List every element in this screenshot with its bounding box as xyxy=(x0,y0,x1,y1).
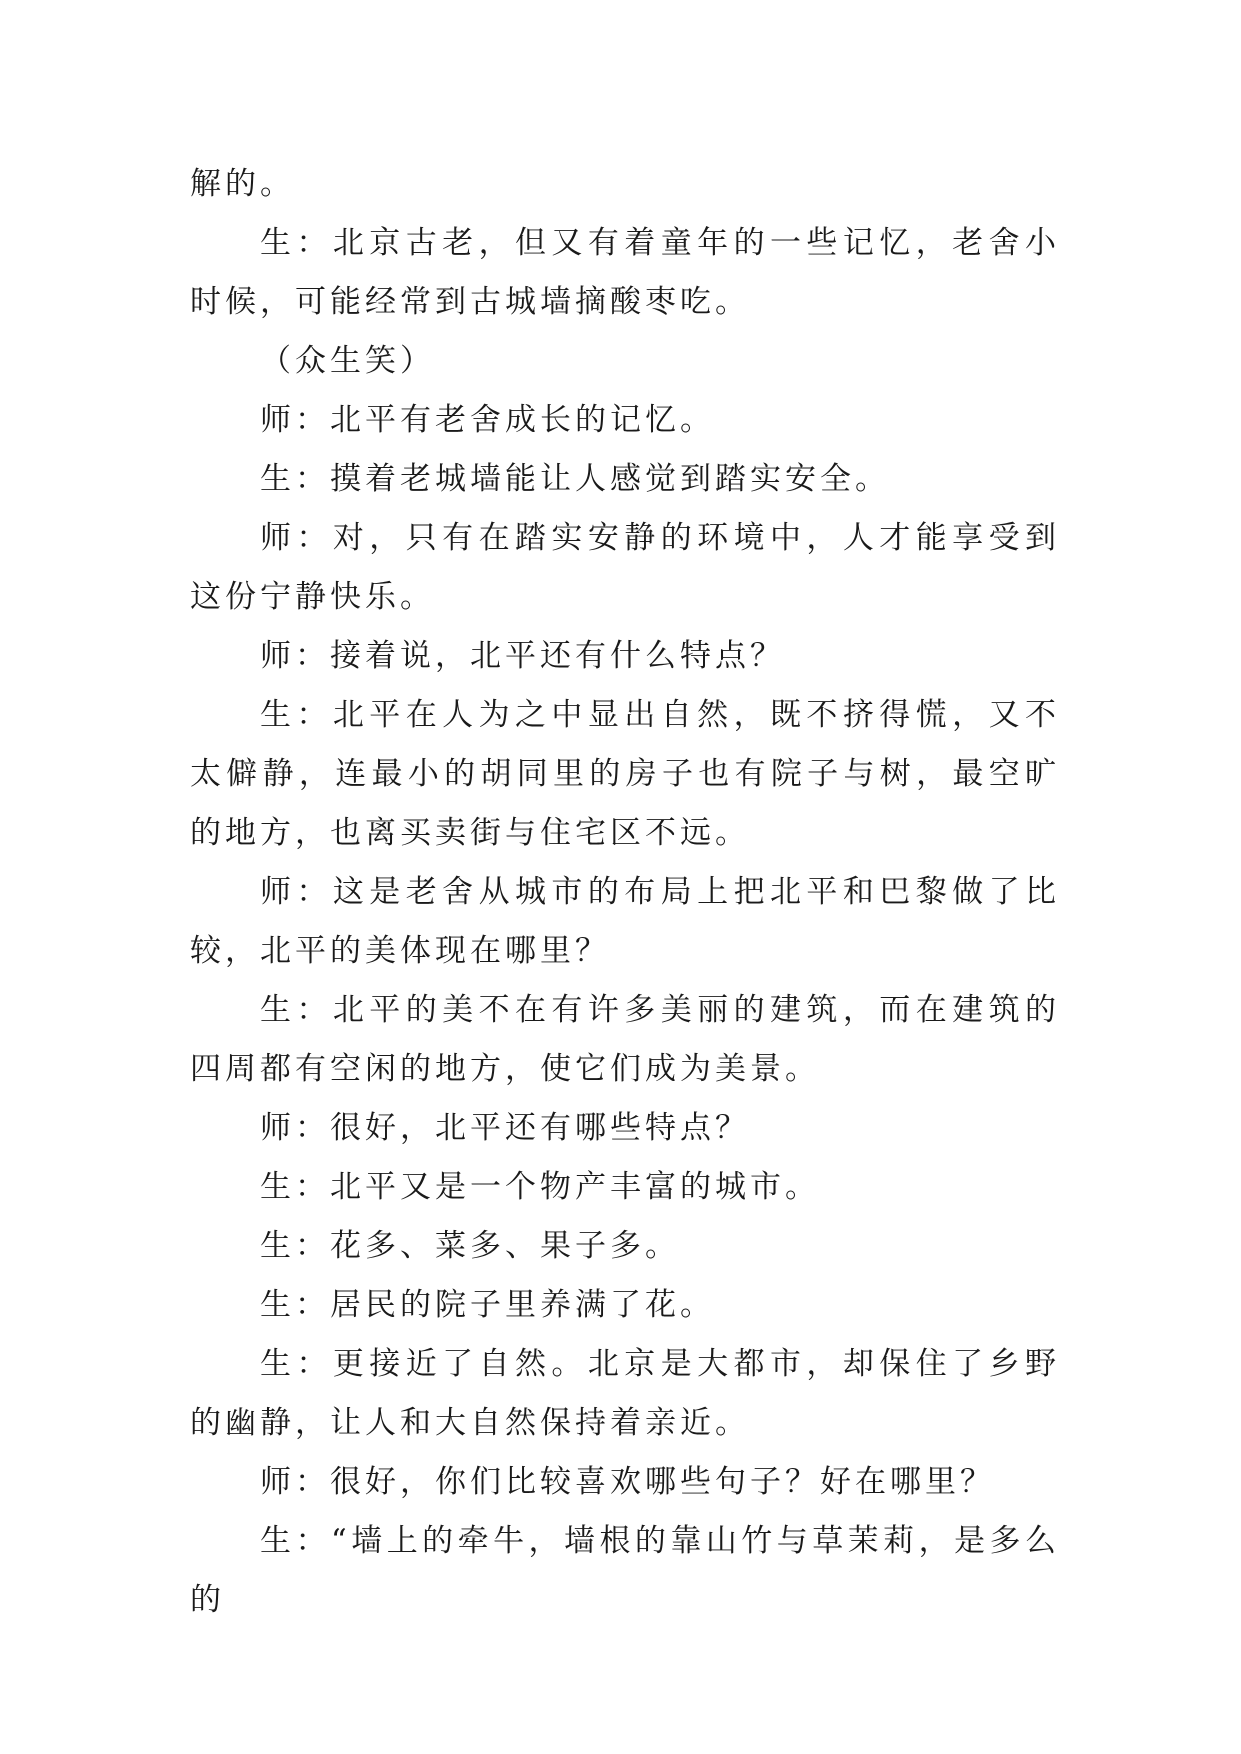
paragraph: 师：北平有老舍成长的记忆。 xyxy=(260,402,715,438)
paragraph: 生：北京古老，但又有着童年的一些记忆，老舍小时候，可能经常到古城墙摘酸枣吃。 xyxy=(190,225,1060,320)
paragraph: 生：“墙上的牵牛，墙根的靠山竹与草茉莉，是多么的 xyxy=(190,1523,1060,1618)
paragraph: 师：这是老舍从城市的布局上把北平和巴黎做了比较，北平的美体现在哪里？ xyxy=(190,874,1060,969)
paragraph: 生：北平又是一个物产丰富的城市。 xyxy=(260,1169,820,1205)
paragraph: 生：北平在人为之中显出自然，既不挤得慌，又不太僻静，连最小的胡同里的房子也有院子与树，最空旷的地方，也离买卖街与住宅区不远。 xyxy=(190,697,1060,851)
paragraph: 解的。 xyxy=(190,166,295,202)
paragraph: 师：很好，北平还有哪些特点？ xyxy=(260,1110,750,1146)
document-body xyxy=(190,155,1060,1630)
paragraph: 生：居民的院子里养满了花。 xyxy=(260,1287,715,1323)
paragraph: 师：很好，你们比较喜欢哪些句子？好在哪里？ xyxy=(260,1464,995,1500)
paragraph: （众生笑） xyxy=(260,343,435,379)
paragraph: 生：更接近了自然。北京是大都市，却保住了乡野的幽静，让人和大自然保持着亲近。 xyxy=(190,1346,1060,1441)
paragraph: 生：花多、菜多、果子多。 xyxy=(260,1228,680,1264)
paragraph: 生：摸着老城墙能让人感觉到踏实安全。 xyxy=(260,461,890,497)
paragraph: 师：接着说，北平还有什么特点？ xyxy=(260,638,785,674)
paragraph: 师：对，只有在踏实安静的环境中，人才能享受到这份宁静快乐。 xyxy=(190,520,1060,615)
paragraph: 生：北平的美不在有许多美丽的建筑，而在建筑的四周都有空闲的地方，使它们成为美景。 xyxy=(190,992,1060,1087)
